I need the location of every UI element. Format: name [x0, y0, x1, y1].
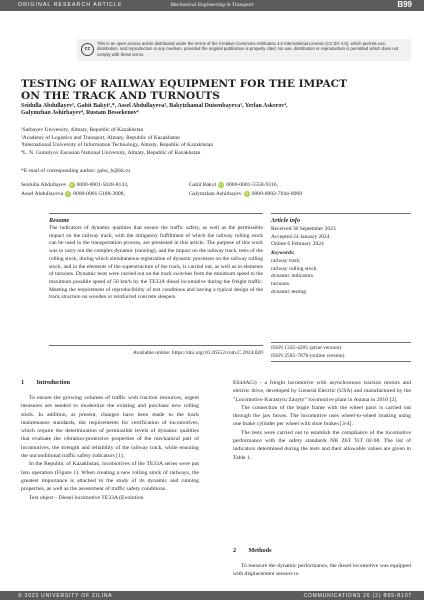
body-paragraph: To measure the dynamic performance, the diesel locomotive was equipped with displacement sensors to: [233, 563, 411, 578]
keyword: railway track: [271, 257, 300, 264]
accepted-date: Accepted 24 January 2024: [271, 233, 330, 240]
body-paragraph: The tests were carried out to establish the compliance of the locomotive performance with the safety standards NB ZhT TsT 02-98. The list of indicators determined during the tests and their allowable values are given in Table 1.: [233, 429, 411, 461]
corresponding-email[interactable]: *E-mail of corresponding author: gaba_b@bk.ru: [21, 168, 131, 174]
orcid-row: [21, 181, 411, 190]
body-column-right: [233, 379, 411, 462]
orcid-icon: iD: [219, 183, 223, 187]
orcid-author: Assel Abdullayeva: [21, 191, 64, 197]
divider: [49, 213, 263, 214]
orcid-icon: iD: [69, 183, 74, 187]
article-info: [271, 226, 411, 296]
body-column-left: [21, 394, 199, 502]
orcid-row: [21, 190, 411, 199]
divider: [271, 342, 411, 343]
copyright: © 2023 UNIVERSITY OF ZILINA: [18, 592, 113, 599]
orcid-author: Gabit Bakyt: [189, 182, 217, 188]
article-info-heading: Article info: [271, 217, 301, 224]
authors-line-1: Seidulla Abdullayev¹, Gabit Bakyt¹,*, Assel Abdullayeva², Bakytzhamal Duisenbayeva¹, Yerlan Askerov⁴,: [21, 103, 288, 109]
orcid-author: Galymzhan Ashirbayev: [189, 191, 242, 197]
journal-name: Mechanical Engineering in Transport: [170, 2, 254, 8]
orcid-icon: iD: [244, 192, 249, 196]
received-date: Received 30 September 2023: [271, 226, 336, 232]
page-number: B99: [397, 0, 412, 9]
orcid-id[interactable]: 0000-0001-5188-3008,: [73, 191, 125, 197]
body-paragraph: To ensure the growing volumes of traffic with traction resources, urgent measures are needed to modernize the existing and purchase new rolling stock. In addition, at present, changes have been made to the track maintenance standards, the requirements for certification of locomotives, which require the determination of permissible levels of dynamic qualities that evaluate the vibration-protective properties of the mechanical part of locomotives, the strength and reliability of the railway track, while ensuring the unconditional traffic safety indicators [1].: [21, 395, 199, 460]
license-box: [77, 39, 411, 61]
keyword: turnouts: [271, 280, 290, 287]
body-paragraph: ES44ACi) - a freight locomotive with asynchronous traction motors and electric drive, developed by General Electric (USA) and manufactured by the "Locomotive Kurastyru Zauyty" locomotive plant in Astana in 2010 [2].: [233, 380, 411, 403]
resume-heading: Resume: [49, 217, 70, 224]
doi-link[interactable]: Available online: https://doi.org/10.26552/com.C.2024.020: [132, 350, 263, 356]
affiliation: ²Academy of Logistics and Transport, Almaty, Republic of Kazakhstan: [21, 134, 180, 141]
article-title: [21, 78, 381, 102]
orcid-entry[interactable]: [21, 181, 128, 190]
issn-online: ISSN 2585-7878 (online version): [271, 352, 345, 359]
divider: [271, 213, 411, 214]
cc-icon: cc: [81, 43, 94, 56]
orcid-entry[interactable]: [21, 190, 125, 199]
affiliation: ⁴L. N. Gumilyov Eurasian National University, Almaty, Republic of Kazakhstan: [21, 149, 201, 156]
article-category: ORIGINAL RESEARCH ARTICLE: [18, 2, 123, 8]
orcid-author: Seidulla Abdullayev: [21, 182, 67, 188]
orcid-list: [21, 181, 411, 199]
affiliations: [21, 127, 411, 157]
orcid-id[interactable]: 0000-0001-5028-8143,: [76, 182, 129, 188]
section-heading-introduction: 1 Introduction: [21, 379, 71, 386]
keyword: dynamic testing: [271, 288, 306, 295]
affiliation: ³International University of Information Technology, Almaty, Republic of Kazakhstan: [21, 142, 214, 149]
body-paragraph: Test object - Diesel locomotive TE33A (Evolution: [29, 494, 144, 501]
resume-text: The indicators of dynamic qualities that ensure the traffic safety, as well as the permissible impact on the railway track, with the obligatory fulfillment of which the railway rolling stock can be used in the transportation process, are presented in this article. The purpose of this work was to carry out the complex dynamic (running), and the impact on the railway track, tests of the rolling stock, during which simultaneous registration of dynamic processes on the railway rolling stock, and in the elements of the superstructure of the track, is carried out, as well as in elements of turnouts. Dynamic tests were carried out on the track switches from the minimum speed to the maximum possible speed of 50 km/h by the TE33A diesel locomotive during the freight traffic. Meeting the requirement of reproducibility of test conditions and having a typical design of the track structure on wooden or reinforced concrete sleepers.: [49, 225, 263, 301]
orcid-id[interactable]: 0000-0001-5558-9316,: [226, 182, 278, 188]
divider: [49, 345, 263, 346]
license-text: This is an open access article distributed under the terms of the Creative Commons Attribution 4.0 International License (CC BY 4.0), which permits use, distribution, and reproduction in any medium, provided the original publication is properly cited. No use, distribution or reproduction is permitted which does not comply with these terms.: [97, 41, 399, 57]
methods-text: [233, 562, 411, 579]
keyword: railway rolling stock: [271, 265, 317, 272]
citation: COMMUNICATIONS 26 (2) B99-B107: [303, 592, 412, 599]
issn-print: ISSN 1335-4205 (print version): [271, 345, 342, 351]
body-paragraph: The connection of the bogie frame with the wheel pairs is carried out through the jaw boxes. The locomotive uses wheel-to-wheel braking using one brake cylinder per wheel with shoe brakes [3-4].: [233, 404, 411, 428]
online-date: Online 6 February 2024: [271, 241, 324, 248]
header-bar: [0, 0, 424, 11]
orcid-entry[interactable]: [189, 190, 302, 199]
issn-block: [271, 345, 344, 360]
orcid-entry[interactable]: [189, 181, 278, 190]
footer-bar: [0, 591, 424, 600]
orcid-id[interactable]: 0000-0002-7044-8968: [251, 191, 303, 197]
affiliation: ¹Satbayev University, Almaty, Republic of Kazakhstan: [21, 127, 144, 133]
title-line-1: TESTING OF RAILWAY EQUIPMENT FOR THE IMPACT: [21, 78, 347, 90]
divider: [271, 361, 411, 362]
section-heading-methods: 2 Methods: [233, 547, 272, 554]
keyword: dynamic indicators: [271, 273, 314, 280]
title-line-2: ON THE TRACK AND TURNOUTS: [21, 90, 220, 102]
author-list: [21, 103, 411, 118]
orcid-icon: iD: [66, 192, 70, 196]
authors-line-2: Galymzhan Ashirbayev⁴, Rustam Bessekenov⁴: [21, 110, 139, 117]
keywords-heading: Keywords:: [271, 250, 295, 257]
body-paragraph: In the Republic of Kazakhstan, locomotives of the TE33A series were put into operation (Figure 1). When creating a new rolling stock of railways, the greatest importance is attached to the study of its dynamic and running properties, as well as the assessment of traffic safety conditions.: [21, 461, 199, 493]
